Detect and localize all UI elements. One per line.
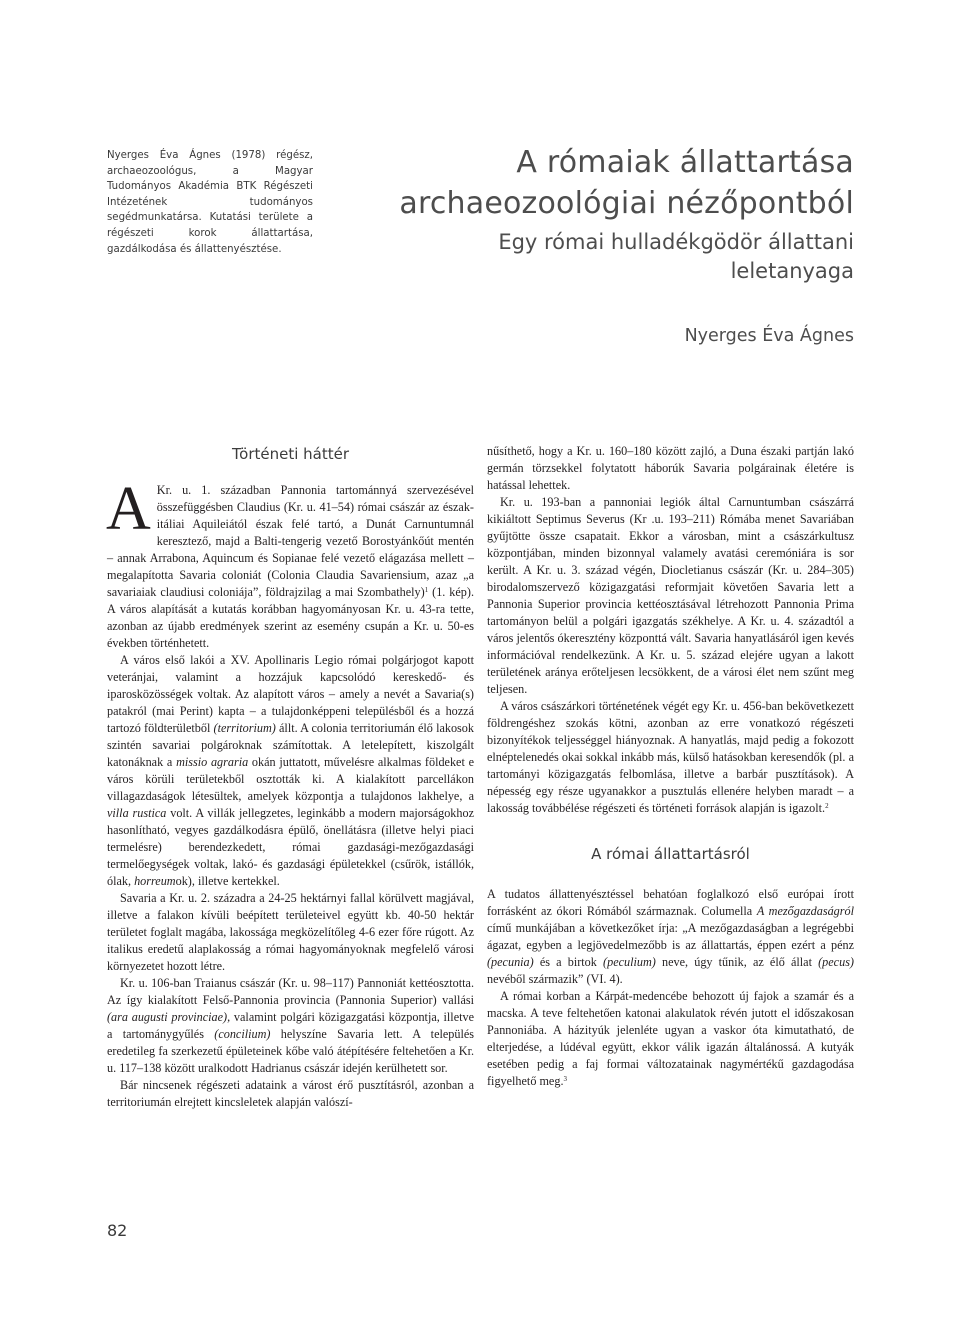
footnote-ref: 1 — [424, 586, 429, 594]
term-italic: horreum — [134, 874, 176, 888]
term-italic: (ara augusti provinciae), — [107, 1010, 231, 1024]
paragraph-text: című munkájában a következőket írja: „A mezőgazdaságban a legrégebbi ágazat, egyben a legjövedelmezőbb is az állattartás, éppen ezért a pénz — [487, 921, 854, 952]
paragraph-text: volt. A villák jellegzetes, leginkább a modern majorságokhoz hasonlítható, vegyes gazdálkodásra épülő, önellátásra (illetve helyi piaci termelésre) berendezkedett, római gazdasági-mezőgazdasági termelőegységek voltak, lakó- és gazdasági épületekkel (csűrök, istállók, ólak, — [107, 806, 474, 888]
paragraph: Kr. u. 193-ban a pannoniai legiók által Carnuntumban császárrá kikiáltott Septimus Severus (Kr .u. 193–211) Rómába menet Savariában gyűjtötte össze csapatait. Ekkor a városban, mint a császárkultusz központjában, minden bizonnyal valamely avatási ceremóniára is sor került. A Kr. u. 3. század végén, Diocletianus császár (Kr. u. 284–305) birodalomszervező közigazgatási reformjait követően Savaria lett a Pannonia Superior provincia kettéosztásával létrehozott Pannonia Prima tartományon belül a polgári igazgatás székhelye. A Kr. u. 4. századtól a város jelentős ókeresztény központtá vált. Savaria hanyatlásáról igen kevés információval rendelkezünk. A Kr. u. 5. század elejére ugyan a lakott területének aránya erőteljesen lecsökkent, de a városi élet nem szűnt meg teljesen. — [487, 495, 854, 696]
paragraph-text: okán juttatott, művelésre alkalmas földeket e város körüli területekből osztották ki. A kialakított parcellákon villagazdaságok létesültek, amelyek központja a tulajdonos lakhelye, a — [107, 755, 474, 803]
paragraph: Savaria a Kr. u. 2. századra a 24-25 hektárnyi fallal körülvett magjával, illetve a falakon kívüli beépített területeivel együtt kb. 40-50 hektár területet foglalt magába, lakossága megközelítőleg 4-6 ezer főre rúgott. Az italikus eredetű alaplakosság a római hagyományoknak megfelelő városi környezetet hozott létre. — [107, 891, 474, 973]
paragraph-text: valamint polgári közigazgatási központja, illetve a tartománygyűlés — [107, 1010, 474, 1041]
book-title-italic: A mezőgazdaságról — [756, 904, 854, 918]
page-number: 82 — [107, 1221, 128, 1240]
paragraph: nűsíthető, hogy a Kr. u. 160–180 között zajló, a Duna északi partján lakó germán törzsekkel folytatott háborúk Savaria polgárainak életére is hatással lehettek. — [487, 444, 854, 492]
paragraph-text: A római korban a Kárpát-medencébe behozott új fajok a szamár és a macska. A teve feltehetően katonai alakulatok révén jutott el időszakosan Pannoniába. A házityúk jelenléte ugyan a vaskor óta kimutatható, de elterjedése, a lúdéval együtt, ekkor válik igazán általánossá. A kutyák esetében pedig a faj formai változatainak nagymértékű gazdagodása figyelhető meg. — [487, 989, 854, 1088]
left-column — [107, 444, 474, 1111]
paragraph — [106, 475, 474, 652]
footnote-ref: 3 — [563, 1075, 567, 1083]
section-heading-history: Történeti háttér — [231, 445, 350, 463]
paragraph — [487, 698, 854, 817]
paragraph — [487, 988, 854, 1090]
term-italic: (pecunia) — [487, 955, 534, 969]
paragraph-text: A tudatos állattenyésztéssel behatóan foglalkozó első európai írott forrásként az ókori Rómából származnak. Columella — [487, 887, 854, 918]
term-italic: (territorium) — [213, 721, 276, 735]
paragraph-text: nevéből származik” (VI. 4). — [487, 972, 623, 986]
section-heading-husbandry: A római állattartásról — [591, 845, 750, 863]
term-italic: villa rustica — [107, 806, 167, 820]
paragraph-text: Kr. u. 1. században Pannonia tartománnyá szervezésével összefüggésben Claudius (Kr. u. 41–54) római császár az észak-itáliai Aquileiától észak felé tartó, a Dunát Carnuntumnál keresztező, majd a Balti-tengerig vezető Borostyánkőút mentén – annak Arrabona, Aquincum és Sopianae felé vezető elágazása mellett – megalapította Savaria coloniát (Colonia Claudia Savariensium, azaz „a savariaiak claudiusi coloniája”, földrajzilag a mai Szombathely) — [107, 483, 474, 599]
title-line-2: archaeozoológiai nézőpontból — [399, 186, 854, 221]
author-bio: Nyerges Éva Ágnes (1978) régész, archaeozoológus, a Magyar Tudományos Akadémia BTK Régészeti Intézetének tudományos segédmunkatársa. Kutatási területe a régészeti korok állattartása, gazdálkodása és állattenyésztése. — [107, 150, 313, 255]
right-column — [487, 443, 854, 1090]
title-block — [294, 142, 854, 286]
paragraph-text: Kr. u. 106-ban Traianus császár (Kr. u. 98–117) Pannoniát kettéosztotta. Az így kialakított Felső-Pannonia provincia (Pannonia Superior) vallási — [107, 976, 474, 1007]
drop-cap: A — [106, 475, 151, 543]
paragraph-text: állt. A colonia territoriumán élő lakosok szintén savariai polgároknak számítottak. A letelepített, kiszolgált katonáknak a — [107, 721, 474, 769]
paragraph — [107, 975, 474, 1077]
paragraph-text: neve, úgy tűnik, az élő állat — [655, 955, 819, 969]
paragraph-text: A város első lakói a XV. Apollinaris Legio római polgárjogot kapott veteránjai, valamint a hozzájuk kapcsolódó kereskedő- és iparosközösségek voltak. Az alapított város – amely a nevét a Savaria(s) patakról (mai Perint) kapta – a tulajdonképpeni településből és a hozzá tartozó földterületből — [107, 653, 474, 735]
paragraph-text: és a birtok — [533, 955, 604, 969]
term-italic: (concilium) — [214, 1027, 271, 1041]
paragraph-text: (1. kép). A város alapítását a kutatás korábban hagyományosan Kr. u. 43-ra tette, azonban az újabb eredmények szerint az esemény csupán a Kr. u. 50-es években történhetett. — [107, 585, 474, 650]
paragraph-text: ok), illetve kertekkel. — [175, 874, 280, 888]
paragraph-text: helyszíne Savaria lett. A település eredetileg fa szerkezetű épületeinek kőbe való átépítésére feltehetően a Kr. u. 117–138 között uralkodott Hadrianus császár idején kerülhetett sor. — [107, 1027, 474, 1075]
paragraph-text: A város császárkori történetének végét egy Kr. u. 456-ban bekövetkezett földrengéshez szokás kötni, azonban az erre vonatkozó régészeti bizonyítékok teljességgel hiányoznak. A hanyatlás, majd pedig a fokozott elnéptelenedés okai sokkal inkább más, külső hatásokban keresendők (pl. a tartományi közigazgatás felbomlása, illetve a barbár pusztítások). A népesség egy része ugyanakkor a pusztulás ellenére helyben maradt – a lakosság továbbélése régészeti és történeti források alapján is igazolt. — [487, 699, 854, 815]
term-italic: (peculium) — [603, 955, 656, 969]
subtitle-line-1: Egy római hulladékgödör állattani — [498, 230, 854, 254]
footnote-ref: 2 — [825, 802, 829, 810]
article-title — [294, 142, 854, 224]
article-subtitle — [294, 228, 854, 286]
subtitle-line-2: leletanyaga — [730, 259, 854, 283]
term-italic: (pecus) — [818, 955, 854, 969]
paragraph: Bár nincsenek régészeti adataink a várost érő pusztításról, azonban a territoriumán elrejtett kincsleletek alapján valószí- — [107, 1078, 474, 1109]
term-italic: missio agraria — [176, 755, 249, 769]
paragraph — [107, 652, 474, 890]
paragraph — [487, 886, 854, 988]
title-line-1: A rómaiak állattartása — [516, 145, 854, 180]
author-name: Nyerges Éva Ágnes — [684, 326, 854, 346]
